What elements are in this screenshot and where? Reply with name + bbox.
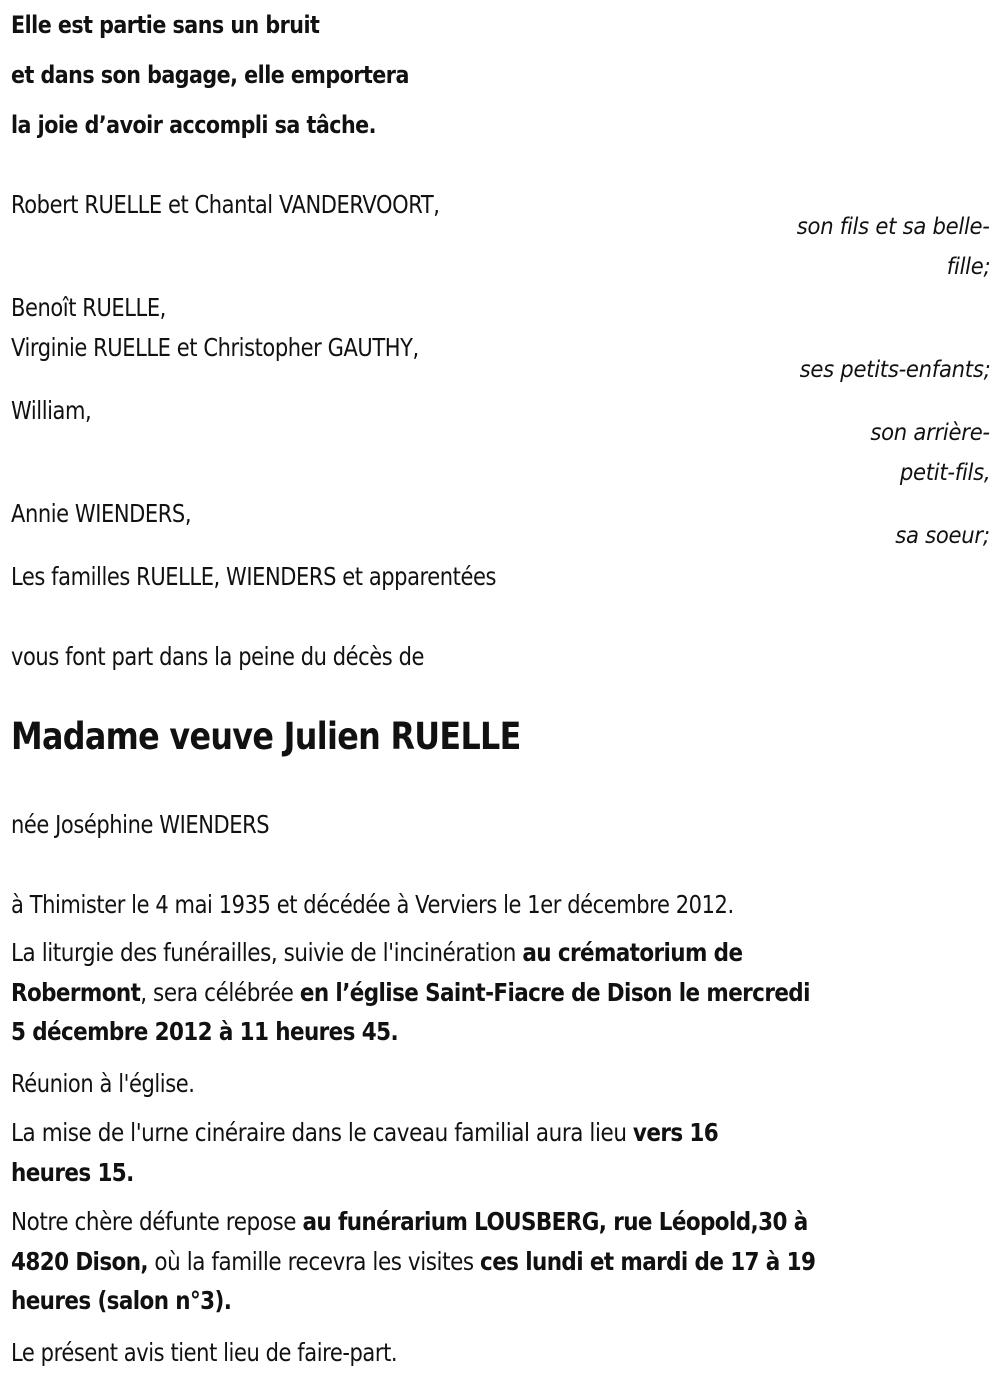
ceremony-line-1 bbox=[11, 933, 974, 973]
family-names-son: Robert RUELLE et Chantal VANDERVOORT, bbox=[11, 190, 440, 219]
meeting-text: Réunion à l'église. bbox=[11, 1069, 195, 1098]
poem-line-2: et dans son bagage, elle emportera bbox=[11, 61, 409, 89]
ceremony-datetime: 5 décembre 2012 à 11 heures 45. bbox=[11, 1017, 399, 1046]
deceased-maiden-name: née Joséphine WIENDERS bbox=[11, 810, 270, 839]
ceremony-paragraph bbox=[11, 933, 974, 1052]
urn-time-part-1: vers 16 bbox=[632, 1118, 719, 1147]
visitation-salon: heures (salon n°3). bbox=[11, 1286, 232, 1315]
relation-great-grandson-line-1: son arrière- bbox=[870, 420, 990, 446]
urn-line-2 bbox=[11, 1153, 974, 1193]
visitation-text-2: où la famille recevra les visites bbox=[147, 1246, 481, 1276]
ceremony-text-2: , sera célébrée bbox=[140, 977, 300, 1007]
ceremony-text: La liturgie des funérailles, suivie de l'incinération bbox=[11, 938, 523, 967]
urn-line-1 bbox=[11, 1113, 974, 1153]
poem-line-3: la joie d’avoir accompli sa tâche. bbox=[11, 111, 376, 139]
deceased-title: Madame veuve Julien RUELLE bbox=[11, 715, 521, 758]
announcement-text: vous font part dans la peine du décès de bbox=[11, 642, 425, 671]
visitation-paragraph bbox=[11, 1202, 974, 1321]
relation-son-line-2: fille; bbox=[946, 254, 990, 280]
family-names-great-grandson: William, bbox=[11, 396, 92, 425]
urn-paragraph bbox=[11, 1113, 974, 1192]
relation-son-line-1: son fils et sa belle- bbox=[797, 214, 990, 240]
family-names-relatives: Les familles RUELLE, WIENDERS et apparentées bbox=[11, 562, 497, 591]
family-names-sister: Annie WIENDERS, bbox=[11, 499, 192, 528]
funeral-home-city: 4820 Dison, bbox=[11, 1246, 148, 1276]
visitation-line-2 bbox=[11, 1242, 974, 1282]
family-names-grandchild-2: Virginie RUELLE et Christopher GAUTHY, bbox=[11, 333, 419, 362]
ceremony-line-3 bbox=[11, 1012, 974, 1052]
visitation-hours: ces lundi et mardi de 17 à 19 bbox=[480, 1246, 816, 1276]
funeral-home-address: au funérarium LOUSBERG, rue Léopold,30 à bbox=[302, 1207, 808, 1236]
relation-sister: sa soeur; bbox=[895, 523, 990, 549]
urn-time-part-2: heures 15. bbox=[11, 1157, 134, 1187]
closing-text: Le présent avis tient lieu de faire-part. bbox=[11, 1338, 398, 1367]
urn-text: La mise de l'urne cinéraire dans le caveau familial aura lieu bbox=[11, 1118, 633, 1147]
visitation-line-1 bbox=[11, 1202, 974, 1242]
family-names-grandchild-1: Benoît RUELLE, bbox=[11, 293, 166, 322]
poem-line-1: Elle est partie sans un bruit bbox=[11, 11, 320, 39]
relation-great-grandson-line-2: petit-fils, bbox=[899, 460, 990, 486]
visitation-text: Notre chère défunte repose bbox=[11, 1207, 303, 1236]
birth-death-dates: à Thimister le 4 mai 1935 et décédée à Verviers le 1er décembre 2012. bbox=[11, 890, 734, 919]
crematorium-location: au crématorium de bbox=[522, 938, 743, 967]
ceremony-line-2 bbox=[11, 973, 974, 1013]
church-location: en l’église Saint-Fiacre de Dison le mercredi bbox=[299, 977, 810, 1007]
relation-grandchildren: ses petits-enfants; bbox=[799, 357, 990, 383]
visitation-line-3 bbox=[11, 1281, 974, 1321]
crematorium-name: Robermont bbox=[11, 977, 141, 1007]
